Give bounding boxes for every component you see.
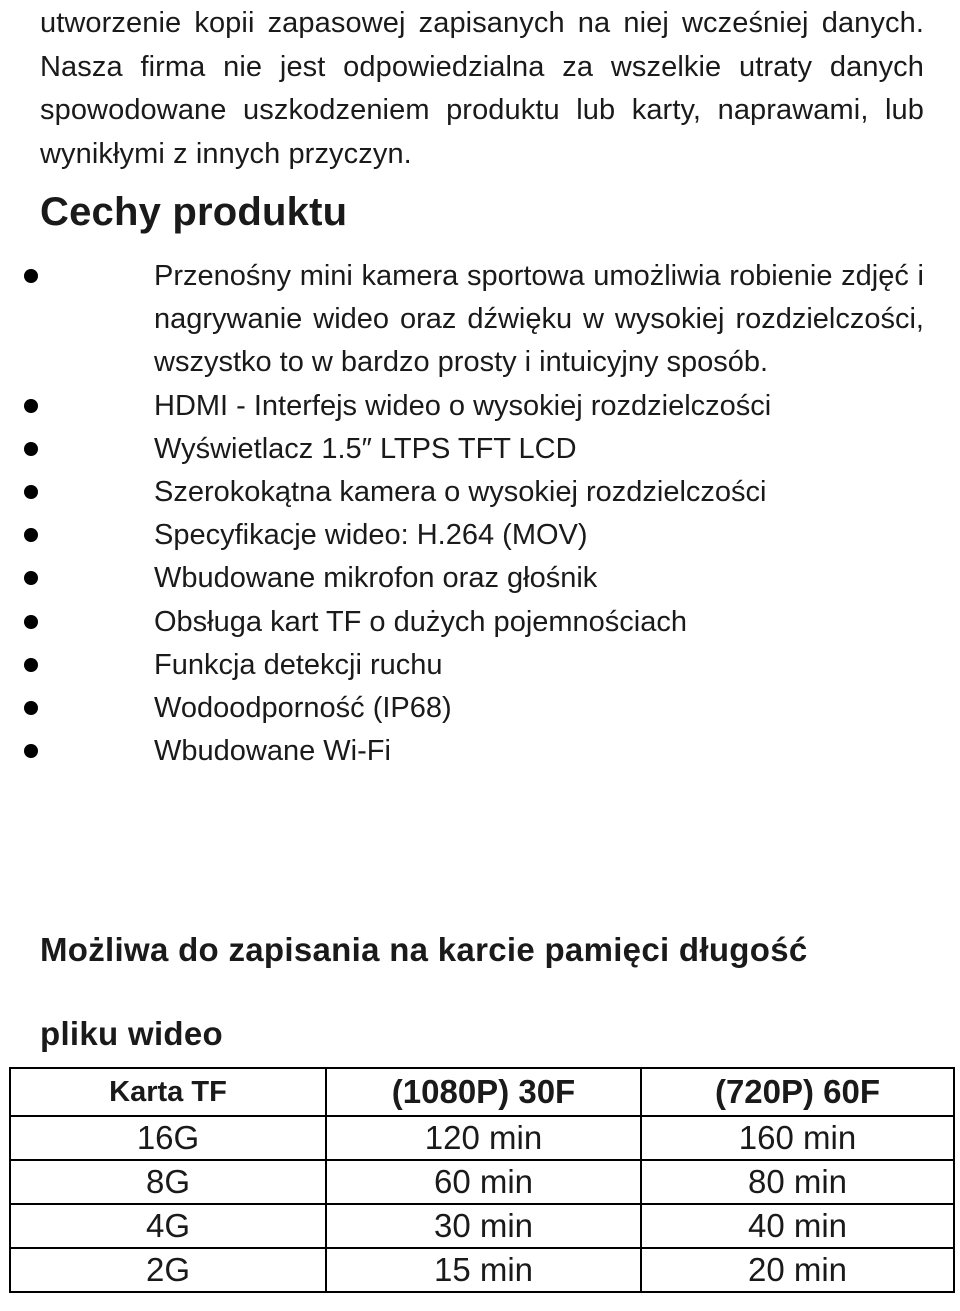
cell-card: 2G: [10, 1248, 326, 1292]
features-list: [0, 255, 960, 773]
recording-title: [40, 908, 930, 1076]
feature-text: Szerokokątna kamera o wysokiej rozdzielczości: [154, 476, 767, 509]
feature-text: Wodoodporność (IP68): [154, 692, 452, 725]
cell-720p: 80 min: [641, 1160, 954, 1204]
bullet-icon: [24, 615, 38, 629]
features-title: Cechy produktu: [40, 190, 348, 234]
cell-card: 8G: [10, 1160, 326, 1204]
feature-item: [0, 730, 924, 773]
table-row: [10, 1248, 954, 1292]
recording-time-table: [9, 1067, 955, 1293]
cell-720p: 160 min: [641, 1116, 954, 1160]
header-720p: (720P) 60F: [641, 1068, 954, 1116]
feature-text: Specyfikacje wideo: H.264 (MOV): [154, 519, 588, 552]
cell-card: 16G: [10, 1116, 326, 1160]
feature-item: [0, 557, 924, 600]
table-row: [10, 1116, 954, 1160]
cell-1080p: 30 min: [326, 1204, 641, 1248]
cell-720p: 20 min: [641, 1248, 954, 1292]
intro-line: naprawami, lub wynikłymi z innych przyczyn.: [40, 94, 924, 170]
feature-text: Obsługa kart TF o dużych pojemnościach: [154, 605, 688, 638]
header-card: Karta TF: [10, 1068, 326, 1116]
feature-item: [0, 385, 924, 428]
bullet-icon: [24, 701, 38, 715]
recording-title-line: Możliwa do zapisania na karcie pamięci długość: [40, 931, 808, 968]
feature-item: [0, 471, 924, 514]
bullet-icon: [24, 399, 38, 413]
recording-title-line: pliku wideo: [40, 1015, 223, 1052]
cell-1080p: 120 min: [326, 1116, 641, 1160]
feature-text: Przenośny mini kamera sportowa umożliwia robienie zdjęć i nagrywanie wideo oraz dźwięku w wysokiej rozdzielczości, wszystko to w bardzo prosty i intuicyjny sposób.: [154, 260, 924, 379]
bullet-icon: [24, 571, 38, 585]
cell-card: 4G: [10, 1204, 326, 1248]
feature-item: [0, 255, 924, 385]
header-1080p: (1080P) 30F: [326, 1068, 641, 1116]
table-row: [10, 1204, 954, 1248]
cell-1080p: 15 min: [326, 1248, 641, 1292]
feature-text: HDMI - Interfejs wideo o wysokiej rozdzielczości: [154, 389, 772, 422]
table-header-row: [10, 1068, 954, 1116]
feature-item: [0, 514, 924, 557]
feature-item: [0, 644, 924, 687]
feature-item: [0, 601, 924, 644]
bullet-icon: [24, 658, 38, 672]
bullet-icon: [24, 485, 38, 499]
bullet-icon: [24, 442, 38, 456]
bullet-icon: [24, 528, 38, 542]
intro-line: danych. Nasza firma nie jest odpowiedzialna za wszelkie: [40, 7, 924, 83]
feature-text: Wbudowane mikrofon oraz głośnik: [154, 562, 598, 595]
bullet-icon: [24, 744, 38, 758]
table-row: [10, 1160, 954, 1204]
feature-item: [0, 687, 924, 730]
intro-line: utraty danych spowodowane uszkodzeniem produktu lub karty,: [40, 50, 924, 126]
feature-text: Funkcja detekcji ruchu: [154, 648, 443, 681]
bullet-icon: [24, 269, 38, 283]
feature-text: Wbudowane Wi-Fi: [154, 735, 391, 768]
intro-paragraph: [40, 2, 924, 176]
cell-720p: 40 min: [641, 1204, 954, 1248]
feature-item: [0, 428, 924, 471]
intro-line: utworzenie kopii zapasowej zapisanych na niej wcześniej: [40, 7, 809, 39]
feature-text: Wyświetlacz 1.5″ LTPS TFT LCD: [154, 432, 577, 465]
cell-1080p: 60 min: [326, 1160, 641, 1204]
